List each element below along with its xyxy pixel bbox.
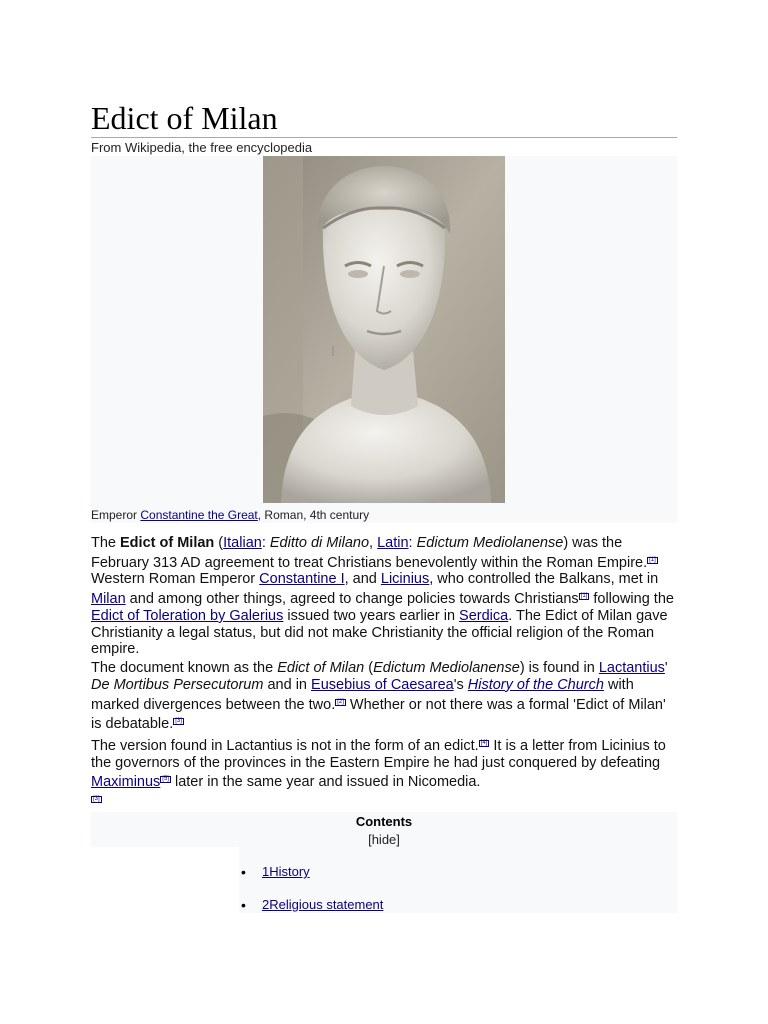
text: and in [263,676,312,693]
reference-link[interactable]: [1] [649,556,656,563]
bullet-icon: • [241,864,246,880]
text: . The Edict of Milan gave Christianity a legal status, but did not make Christianity the official religion of the Roman empire. [91,607,668,658]
italic-term: Edict of Milan [277,660,365,676]
text: It is a letter from Licinius to the governors of the provinces in the Eastern Empire he had just conquered by defeating [91,737,666,771]
link-italian[interactable]: Italian [223,535,262,551]
text: ( [364,660,374,676]
reference-link[interactable]: [5] [162,776,169,783]
text: , [369,535,378,551]
toc-hide-toggle[interactable]: [hide] [368,832,400,847]
toc-header [91,812,677,847]
infobox-figure [91,156,677,523]
paragraph-document [91,660,677,733]
text: later in the same year and issued in Nicomedia. [170,774,481,791]
text: 's [453,676,468,693]
text: following the [589,591,674,608]
link-lactantius[interactable]: Lactantius [598,660,665,676]
link-edict-of-toleration[interactable]: Edict of Toleration by Galerius [91,607,284,624]
reference-link[interactable]: [3] [175,718,182,725]
italic-term: Edictum Mediolanense [373,660,520,676]
caption-text: , Roman, 4th century [257,508,370,522]
reference-link[interactable]: [4] [480,740,488,746]
text: issued two years earlier in [283,607,460,624]
paragraph-intro [91,535,677,658]
text: The document known as the [91,660,278,676]
toc-title: Contents [355,814,413,829]
toc-link-history[interactable]: 1History [262,864,310,879]
marble-bust-image[interactable] [263,156,505,503]
reference-link[interactable]: [2] [337,698,344,705]
bold-term: Edict of Milan [120,535,215,551]
link-licinius[interactable]: Licinius [380,571,430,588]
link-constantine-the-great[interactable]: Constantine the Great [140,508,258,522]
text: , who controlled the Balkans, met in [429,571,659,588]
text: ) was the February 313 AD agreement to treat Christians benevolently within the Roman Empire. [91,535,648,571]
text: The version found in Lactantius is not in the form of an edict. [91,737,479,754]
link-maximinus[interactable]: Maximinus [91,774,161,791]
italic-term: Edictum Mediolanense [416,535,564,551]
link-serdica[interactable]: Serdica [459,607,509,624]
text: : [408,535,417,551]
link-milan[interactable]: Milan [91,591,126,608]
link-latin[interactable]: Latin [377,535,409,551]
text: ) is found in [519,660,599,676]
link-constantine-i[interactable]: Constantine I [259,571,345,588]
text: ( [214,535,224,551]
reference-link[interactable]: [3] [93,796,100,803]
text: Whether or not there was a formal 'Edict of Milan' is debatable. [91,696,666,733]
reference-link[interactable]: [1] [580,593,588,600]
link-history-of-the-church[interactable]: History of the Church [467,676,604,693]
link-eusebius-of-caesarea[interactable]: Eusebius of Caesarea [311,676,454,693]
italic-term: Editto di Milano [269,535,370,551]
italic-term: De Mortibus Persecutorum [91,676,264,693]
figure-caption [91,508,369,523]
text: ' [664,660,668,676]
text: and among other things, agreed to change policies towards Christians [125,591,579,608]
caption-text: Emperor [91,508,141,522]
paragraph-version [91,735,677,811]
toc-list [239,847,677,913]
page-title: Edict of Milan [91,100,677,138]
text: , and [344,571,381,588]
toc-link-religious-statement[interactable]: 2Religious statement [262,897,384,912]
site-tagline: From Wikipedia, the free encyclopedia [91,140,313,155]
bullet-icon: • [241,897,246,913]
text: The [91,535,121,551]
text: : [261,535,270,551]
text: Western Roman Emperor [91,571,260,588]
text: with marked divergences between the two. [91,676,634,713]
